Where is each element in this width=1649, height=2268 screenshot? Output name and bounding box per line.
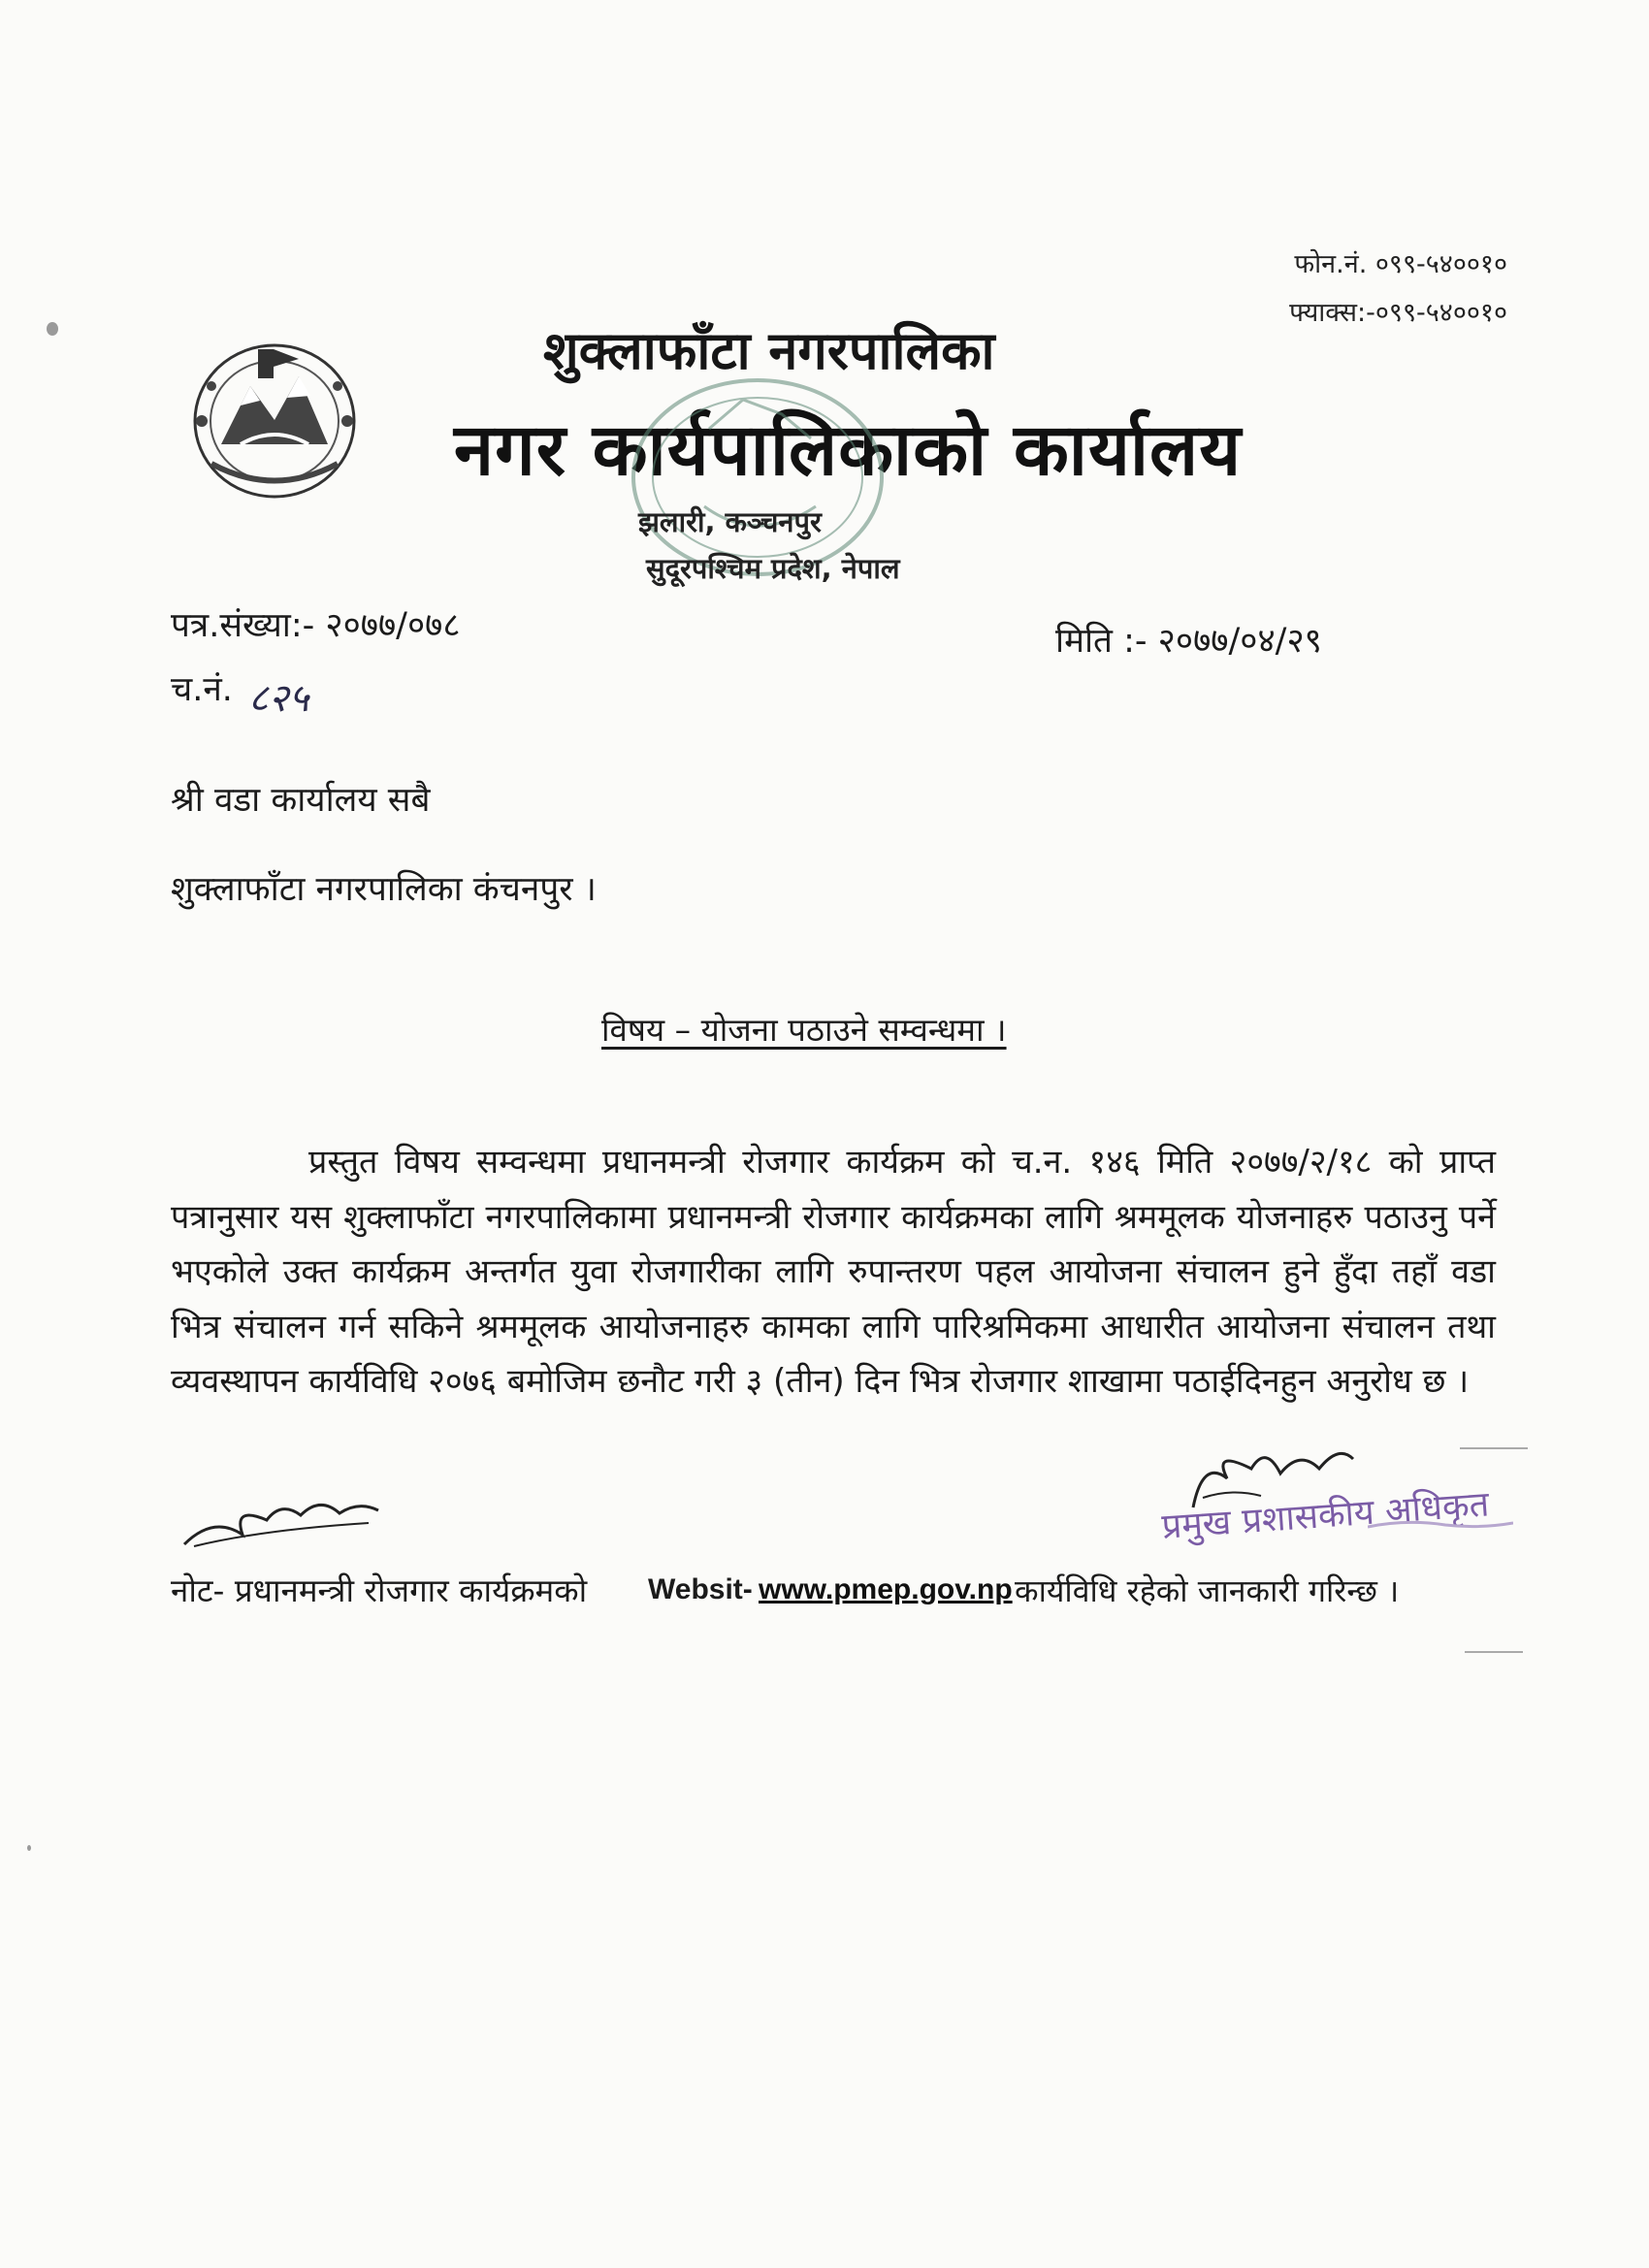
fax-number: फ्याक्स:-०९९-५४००१० — [1289, 298, 1507, 328]
cao-stamp: प्रमुख प्रशासकीय अधिकृत — [1160, 1484, 1491, 1547]
recipient-line-1: श्री वडा कार्यालय सबै — [171, 781, 431, 820]
contact-block — [1289, 241, 1507, 338]
dispatch-number-label: च.नं. — [171, 670, 233, 709]
note-prefix: नोट- प्रधानमन्त्री रोजगार कार्यक्रमको — [171, 1571, 588, 1609]
scan-mark — [1460, 1447, 1528, 1449]
website-link[interactable]: www.pmep.gov.np — [759, 1573, 1013, 1605]
address-line-2: सुदूरपश्चिम प्रदेश, नेपाल — [646, 552, 900, 585]
recipient-line-2: शुक्लाफाँटा नगरपालिका कंचनपुर । — [171, 870, 597, 909]
phone-number: फोन.नं. ०९९-५४००१० — [1294, 249, 1507, 279]
municipality-name: शुक्लाफाँटा नगरपालिका — [543, 320, 995, 381]
stamp-smudge-icon — [1368, 1509, 1513, 1539]
letter-date: मिति :- २०७७/०४/२९ — [1055, 622, 1322, 661]
dispatch-number-handwritten: ८२५ — [248, 676, 309, 721]
scan-mark — [1465, 1651, 1523, 1653]
initials-signature-icon — [175, 1486, 398, 1554]
scan-speck — [27, 1845, 31, 1851]
note-suffix: कार्यविधि रहेको जानकारी गरिन्छ । — [1015, 1572, 1400, 1609]
office-title: नगर कार्यपालिकाको कार्यालय — [454, 408, 1243, 492]
subject-line: विषय – योजना पठाउने सम्वन्धमा । — [601, 1011, 1007, 1049]
reference-number: पत्र.संख्या:- २०७७/०७८ — [171, 606, 461, 645]
address-line-1: झलारी, कञ्चनपुर — [638, 505, 822, 538]
website-label: Websit- — [648, 1573, 753, 1605]
scan-speck — [47, 322, 58, 336]
body-paragraph: प्रस्तुत विषय सम्वन्धमा प्रधानमन्त्री रोजगार कार्यक्रम को च.न. १४६ मिति २०७७/२/१८ को प्राप्त पत्रानुसार यस शुक्लाफाँटा नगरपालिकामा प्रधानमन्त्री रोजगार कार्यक्रमका लागि श्रममूलक योजनाहरु पठाउनु पर्ने भएकोले उक्त कार्यक्रम अन्तर्गत युवा रोजगारीका लागि रुपान्तरण पहल आयोजना संचालन हुने हुँदा तहाँ वडा भित्र संचालन गर्न सकिने श्रममूलक आयोजनाहरु कामका लागि पारिश्रमिकमा आधारीत आयोजना संचालन तथा व्यवस्थापन कार्यविधि २०७६ बमोजिम छनौट गरी ३ (तीन) दिन भित्र रोजगार शाखामा पठाईदिनहुन अनुरोध छ । — [171, 1143, 1496, 1401]
nepal-emblem-icon — [182, 328, 367, 504]
